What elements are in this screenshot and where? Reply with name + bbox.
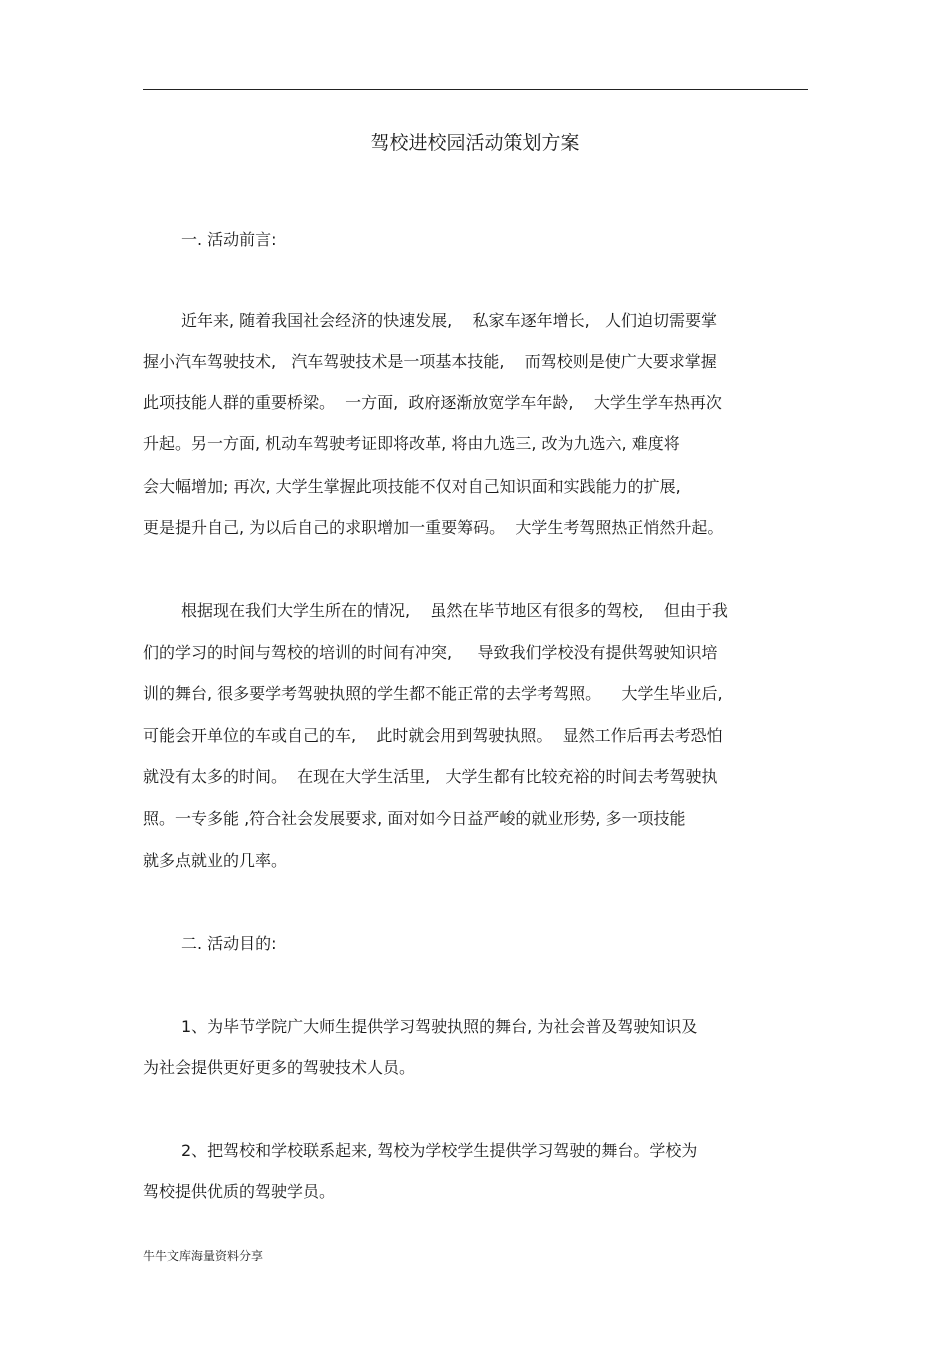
- paragraph-line: 可能会开单位的车或自己的车, 此时就会用到驾驶执照。 显然工作后再去考恐怕: [143, 726, 723, 745]
- paragraph-line: 2、把驾校和学校联系起来, 驾校为学校学生提供学习驾驶的舞台。学校为: [181, 1141, 698, 1160]
- document-title: 驾校进校园活动策划方案: [370, 132, 580, 154]
- header-rule: [143, 89, 808, 90]
- paragraph-line: 照。一专多能 ,符合社会发展要求, 面对如今日益严峻的就业形势, 多一项技能: [143, 809, 686, 828]
- paragraph-line: 根据现在我们大学生所在的情况, 虽然在毕节地区有很多的驾校, 但由于我: [181, 601, 728, 620]
- paragraph-line: 1、为毕节学院广大师生提供学习驾驶执照的舞台, 为社会普及驾驶知识及: [181, 1017, 698, 1036]
- paragraph-line: 升起。另一方面, 机动车驾驶考证即将改革, 将由九选三, 改为九选六, 难度将: [143, 434, 680, 453]
- paragraph-line: 们的学习的时间与驾校的培训的时间有冲突, 导致我们学校没有提供驾驶知识培: [143, 643, 718, 662]
- section-heading-preface: 一. 活动前言:: [181, 230, 277, 249]
- paragraph-line: 就多点就业的几率。: [143, 851, 288, 870]
- section-heading-purpose: 二. 活动目的:: [181, 934, 277, 953]
- footer-watermark: 牛牛文库海量资料分享: [143, 1249, 264, 1263]
- paragraph-line: 为社会提供更好更多的驾驶技术人员。: [143, 1058, 416, 1077]
- paragraph-line: 握小汽车驾驶技术, 汽车驾驶技术是一项基本技能, 而驾校则是使广大要求掌握: [143, 352, 717, 371]
- paragraph-line: 更是提升自己, 为以后自己的求职增加一重要筹码。 大学生考驾照热正悄然升起。: [143, 518, 724, 537]
- paragraph-line: 就没有太多的时间。 在现在大学生活里, 大学生都有比较充裕的时间去考驾驶执: [143, 767, 718, 786]
- paragraph-line: 训的舞台, 很多要学考驾驶执照的学生都不能正常的去学考驾照。 大学生毕业后,: [143, 684, 723, 703]
- paragraph-line: 驾校提供优质的驾驶学员。: [143, 1182, 336, 1201]
- paragraph-line: 此项技能人群的重要桥梁。 一方面, 政府逐渐放宽学车年龄, 大学生学车热再次: [143, 393, 722, 412]
- paragraph-line: 近年来, 随着我国社会经济的快速发展, 私家车逐年增长, 人们迫切需要掌: [181, 311, 717, 330]
- paragraph-line: 会大幅增加; 再次, 大学生掌握此项技能不仅对自己知识面和实践能力的扩展,: [143, 477, 681, 496]
